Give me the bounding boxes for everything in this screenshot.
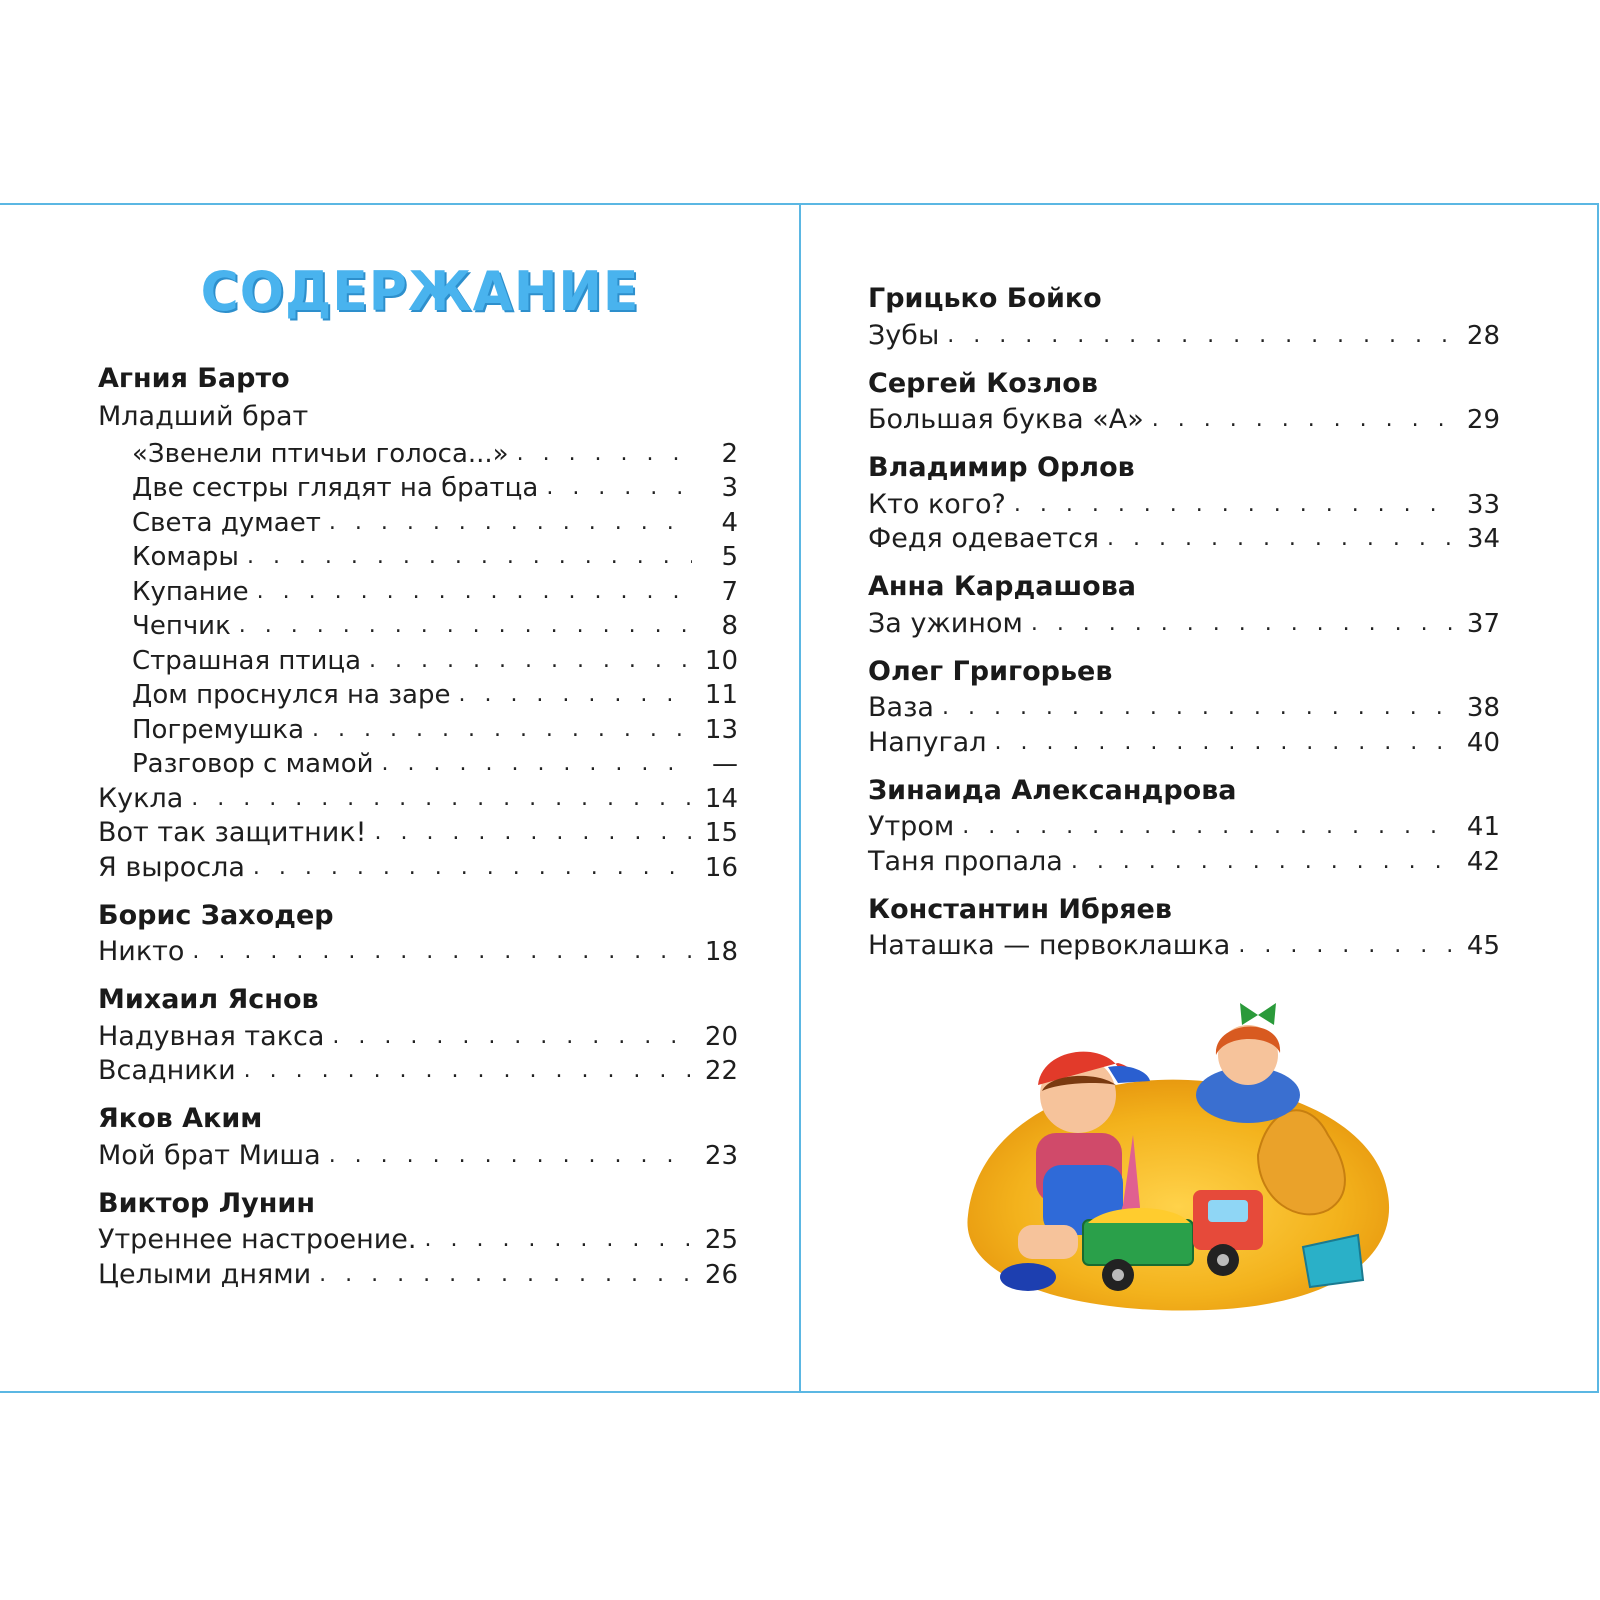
toc-entry <box>98 609 738 644</box>
toc-entry-list <box>868 606 1500 641</box>
toc-entry-title: Разговор с мамой <box>132 749 374 779</box>
children-sandbox-illustration <box>958 985 1398 1325</box>
toc-leader-dots <box>332 1020 692 1054</box>
toc-leader-dots <box>239 609 692 643</box>
toc-page-number: 23 <box>704 1140 738 1171</box>
toc-entry-title: Кукла <box>98 782 184 814</box>
toc-leader-dots <box>424 1223 692 1257</box>
toc-entry-list <box>868 691 1500 760</box>
toc-entry-title: Таня пропала <box>868 845 1063 877</box>
toc-author: Сергей Козлов <box>868 367 1098 399</box>
toc-leader-dots <box>1238 929 1454 963</box>
toc-leader-dots <box>1071 845 1454 879</box>
toc-entry-title: Никто <box>98 936 185 967</box>
toc-entry <box>98 747 738 782</box>
page-title: СОДЕРЖАНИЕ <box>200 260 640 324</box>
toc-page-number: 10 <box>704 645 738 676</box>
toc-entry-title: Зубы <box>868 319 940 351</box>
toc-author: Виктор Лунин <box>98 1187 316 1219</box>
toc-entry <box>868 725 1500 760</box>
toc-page-number: 8 <box>721 611 738 641</box>
toc-leader-dots <box>247 540 692 574</box>
toc-entry-list <box>98 781 738 885</box>
toc-entry <box>98 816 738 851</box>
girl-bow <box>1240 1003 1276 1025</box>
toc-entry-title: Наташка — первоклашка <box>868 930 1231 961</box>
toc-page-number: 20 <box>704 1021 738 1052</box>
toc-entry-title: Федя одевается <box>868 523 1100 554</box>
toc-entry <box>868 403 1500 438</box>
toc-leader-dots <box>1014 488 1454 522</box>
toc-entry <box>98 781 738 816</box>
toc-page-number: 18 <box>704 937 738 967</box>
toc-leader-dots <box>244 1054 692 1088</box>
toc-page-number: 4 <box>721 507 738 538</box>
toc-leader-dots <box>192 935 692 969</box>
toc-entry-list <box>868 403 1500 438</box>
toc-leader-dots <box>994 726 1454 760</box>
toc-entry <box>868 929 1500 964</box>
toc-page-number: 33 <box>1466 489 1500 520</box>
toc-leader-dots <box>329 506 692 540</box>
toc-page-number: 3 <box>721 473 738 503</box>
toc-entry-list <box>98 1138 738 1173</box>
toc-author: Михаил Яснов <box>98 984 319 1015</box>
toc-entry-title: Мой брат Миша <box>98 1139 321 1171</box>
toc-entry <box>868 844 1500 879</box>
toc-leader-dots <box>962 810 1454 844</box>
toc-entry <box>98 574 738 609</box>
toc-leader-dots <box>191 782 692 816</box>
toc-leader-dots <box>369 644 692 678</box>
toc-right-page <box>868 280 1500 963</box>
toc-author: Анна Кардашова <box>868 571 1136 602</box>
truck-bed <box>1083 1220 1193 1265</box>
toc-page-number: 28 <box>1466 320 1500 351</box>
toc-author: Яков Аким <box>98 1103 263 1134</box>
toc-page-number: 14 <box>704 783 738 814</box>
toc-entry-title: Утреннее настроение. <box>98 1224 417 1255</box>
truck-hubcap <box>1112 1269 1124 1281</box>
toc-leader-dots <box>942 691 1454 725</box>
toc-entry-title: Надувная такса <box>98 1020 325 1052</box>
toc-entry <box>98 850 738 885</box>
toc-entry <box>98 540 738 575</box>
toc-author: Грицько Бойко <box>868 283 1102 314</box>
toc-page-number: 45 <box>1466 931 1500 961</box>
toc-author: Олег Григорьев <box>868 655 1113 687</box>
toc-entry <box>98 1257 738 1292</box>
toc-page-number: 26 <box>704 1259 738 1290</box>
toc-page-number: 29 <box>1466 405 1500 435</box>
toc-leader-dots <box>947 319 1454 353</box>
toc-page-number: 42 <box>1466 846 1500 877</box>
toc-leader-dots <box>1152 403 1454 437</box>
toc-page-number: 22 <box>704 1056 738 1086</box>
toc-page-number: 40 <box>1466 727 1500 758</box>
toc-page-number: 7 <box>721 576 738 607</box>
toc-page-number: 5 <box>721 542 738 572</box>
toc-entry-title: Погремушка <box>132 714 305 745</box>
toc-author: Владимир Орлов <box>868 452 1135 483</box>
toc-entry-list <box>868 487 1500 556</box>
toc-entry <box>98 712 738 747</box>
toc-leader-dots <box>329 1139 692 1173</box>
toc-entry <box>98 1019 738 1054</box>
toc-leader-dots <box>374 816 692 850</box>
toc-entry-title: Дом проснулся на заре <box>132 680 451 710</box>
toc-entry <box>98 1223 738 1258</box>
toc-entry-title: Купание <box>132 576 249 607</box>
toc-page-number: 34 <box>1466 524 1500 554</box>
toc-leader-dots <box>458 678 692 712</box>
toc-left-page <box>98 360 738 1292</box>
toc-leader-dots <box>517 437 692 471</box>
toc-author: Борис Заходер <box>98 899 334 931</box>
toc-entry-title: Я выросла <box>98 851 245 883</box>
toc-entry <box>868 487 1500 522</box>
boy-leg <box>1018 1225 1078 1259</box>
toc-entry-list <box>868 810 1500 879</box>
toc-entry-list <box>98 1019 738 1088</box>
toc-entry-title: Ваза <box>868 692 934 723</box>
toc-leader-dots <box>319 1258 692 1292</box>
page-gutter-divider <box>799 203 801 1393</box>
toc-page-number: 13 <box>704 714 738 745</box>
toc-entry-title: Вот так защитник! <box>98 817 367 848</box>
toc-entry-title: Утром <box>868 811 955 842</box>
toc-page-number: 11 <box>704 680 738 710</box>
toc-leader-dots <box>382 747 692 781</box>
toc-cycle-title: Младший брат <box>98 401 309 432</box>
toc-sub-list <box>98 436 738 781</box>
toc-entry <box>98 1138 738 1173</box>
toc-entry <box>98 678 738 713</box>
toc-page-number: 38 <box>1466 693 1500 723</box>
toc-entry <box>868 522 1500 557</box>
toc-entry <box>98 643 738 678</box>
toc-page-number: 25 <box>704 1225 738 1255</box>
toc-page-number: 41 <box>1466 812 1500 842</box>
toc-page-number: 15 <box>704 818 738 848</box>
toc-page-number: 16 <box>704 852 738 883</box>
toc-entry-list <box>868 318 1500 353</box>
toc-entry-title: Страшная птица <box>132 645 362 676</box>
toc-entry <box>98 436 738 471</box>
toc-entry <box>868 691 1500 726</box>
toc-entry-title: Напугал <box>868 726 987 758</box>
toc-entry <box>98 471 738 506</box>
toc-entry-list <box>98 1223 738 1292</box>
toc-author: Агния Барто <box>98 363 290 394</box>
toc-leader-dots <box>253 851 692 885</box>
toc-author: Зинаида Александрова <box>868 774 1237 806</box>
toc-page-number: 37 <box>1466 608 1500 639</box>
boy-cap-brim <box>1108 1066 1150 1083</box>
toc-author: Константин Ибряев <box>868 893 1172 925</box>
truck-window <box>1208 1200 1248 1222</box>
toc-entry <box>868 810 1500 845</box>
toc-entry-title: Чепчик <box>132 611 231 641</box>
toc-leader-dots <box>546 471 692 505</box>
toc-leader-dots <box>257 575 692 609</box>
toc-page-number: 2 <box>721 438 738 469</box>
toc-entry <box>98 505 738 540</box>
toc-leader-dots <box>312 713 692 747</box>
toc-entry <box>98 1054 738 1089</box>
boy-shoe <box>1000 1263 1056 1291</box>
toc-entry <box>868 318 1500 353</box>
toc-entry-list <box>98 935 738 970</box>
toc-leader-dots <box>1031 607 1454 641</box>
toc-entry <box>98 935 738 970</box>
toc-leader-dots <box>1107 522 1454 556</box>
truck-hubcap <box>1217 1254 1229 1266</box>
toc-entry-title: Целыми днями <box>98 1258 312 1290</box>
toc-entry-title: Всадники <box>98 1055 236 1086</box>
toc-entry-title: Большая буква «А» <box>868 404 1144 435</box>
toc-entry-title: Комары <box>132 542 239 572</box>
toc-entry-title: За ужином <box>868 607 1023 639</box>
toc-entry-title: Света думает <box>132 507 321 538</box>
toc-entry-title: Кто кого? <box>868 488 1006 520</box>
toc-entry-list <box>868 929 1500 964</box>
toc-page-number: — <box>712 749 738 779</box>
toc-entry-title: «Звенели птичьи голоса...» <box>132 438 509 469</box>
toc-entry <box>868 606 1500 641</box>
toc-entry-title: Две сестры глядят на братца <box>132 473 539 503</box>
